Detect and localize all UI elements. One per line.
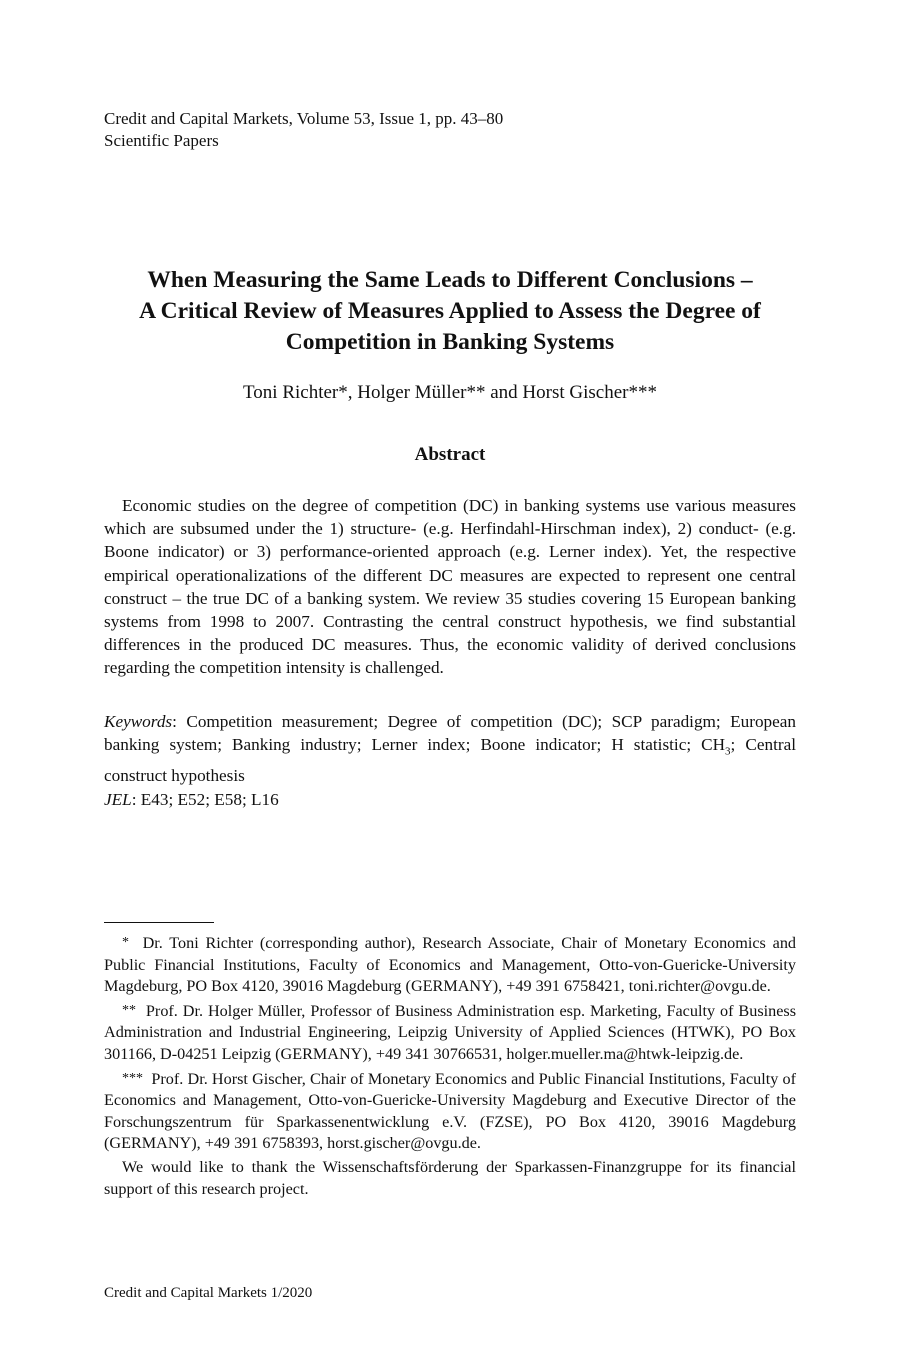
journal-header bbox=[104, 108, 503, 152]
keywords-subscript: 3 bbox=[725, 745, 731, 758]
footnote-text: Prof. Dr. Horst Gischer, Chair of Monetary Economics and Public Financial Institutions, Faculty of Economics and Management, Otto-von-Guericke-University Magdeburg and Executive Director of the Forschungszentrum für Sparkassenentwicklung e.V. (FZSE), PO Box 4120, 39016 Magdeburg (GERMANY), +49 391 6758393, horst.gischer@ovgu.de. bbox=[104, 1069, 797, 1153]
footnote-mark: *** bbox=[122, 1070, 143, 1086]
journal-citation: Credit and Capital Markets, Volume 53, Issue 1, pp. 43–80 bbox=[104, 109, 504, 128]
page-footer: Credit and Capital Markets 1/2020 bbox=[104, 1285, 313, 1301]
acknowledgement: We would like to thank the Wissenschaftsförderung der Sparkassen-Finanzgruppe for its financial support of this research project. bbox=[104, 1157, 796, 1198]
jel-text: : E43; E52; E58; L16 bbox=[131, 790, 279, 809]
jel-codes bbox=[104, 788, 796, 811]
footnote-mark: ** bbox=[122, 1002, 136, 1018]
author-list: Toni Richter*, Holger Müller** and Horst Gischer*** bbox=[243, 382, 657, 403]
footnotes bbox=[104, 932, 796, 1202]
abstract-heading: Abstract bbox=[414, 444, 486, 465]
footnote-mark: * bbox=[122, 935, 129, 950]
keywords-text-end: ; Central construct hypothesis bbox=[104, 735, 796, 785]
section-label: Scientific Papers bbox=[104, 131, 219, 150]
title-line-3: Competition in Banking Systems bbox=[285, 329, 615, 355]
footnote-text: Prof. Dr. Holger Müller, Professor of Business Administration esp. Marketing, Faculty of Business Administration and Industrial Engineering, Leipzig University of Applied Sciences (HTWK), PO Box 301166, D-04251 Leipzig (GERMANY), +49 341 30766531, holger.mueller.ma@htwk-leipzig.de. bbox=[104, 1001, 797, 1063]
footnote-1 bbox=[104, 932, 796, 998]
paper-title bbox=[104, 265, 796, 358]
jel-label: JEL bbox=[104, 790, 132, 809]
keywords bbox=[104, 710, 796, 787]
title-line-2: A Critical Review of Measures Applied to Assess the Degree of bbox=[139, 298, 761, 324]
footnote-3 bbox=[104, 1068, 796, 1155]
footnote-text: Dr. Toni Richter (corresponding author), Research Associate, Chair of Monetary Economics and Public Financial Institutions, Faculty of Economics and Management, Otto-von-Guericke-University Magdeburg, PO Box 4120, 39016 Magdeburg (GERMANY), +49 391 6758421, toni.richter@ovgu.de. bbox=[104, 934, 797, 996]
paper-page bbox=[104, 0, 796, 1366]
title-line-1: When Measuring the Same Leads to Different Conclusions – bbox=[147, 267, 753, 293]
footnote-divider bbox=[104, 922, 214, 923]
keywords-label: Keywords bbox=[104, 712, 173, 731]
footnote-2 bbox=[104, 1000, 796, 1066]
abstract-body: Economic studies on the degree of competition (DC) in banking systems use various measures which are subsumed under the 1) structure- (e.g. Herfindahl-Hirschman index), 2) conduct- (e.g. Boone indicator) or 3) performance-oriented approach (e.g. Lerner index). Yet, the respective empirical operationalizations of the different DC measures are expected to represent one central construct – the true DC of a banking system. We review 35 studies covering 15 European banking systems from 1998 to 2007. Contrasting the central construct hypothesis, we find substantial differences in the produced DC measures. Thus, the economic validity of derived conclusions regarding the competition intensity is challenged. bbox=[104, 496, 796, 678]
keywords-text: : Competition measurement; Degree of competition (DC); SCP paradigm; European banking system; Banking industry; Lerner index; Boone indicator; H statistic; CH bbox=[104, 712, 796, 755]
